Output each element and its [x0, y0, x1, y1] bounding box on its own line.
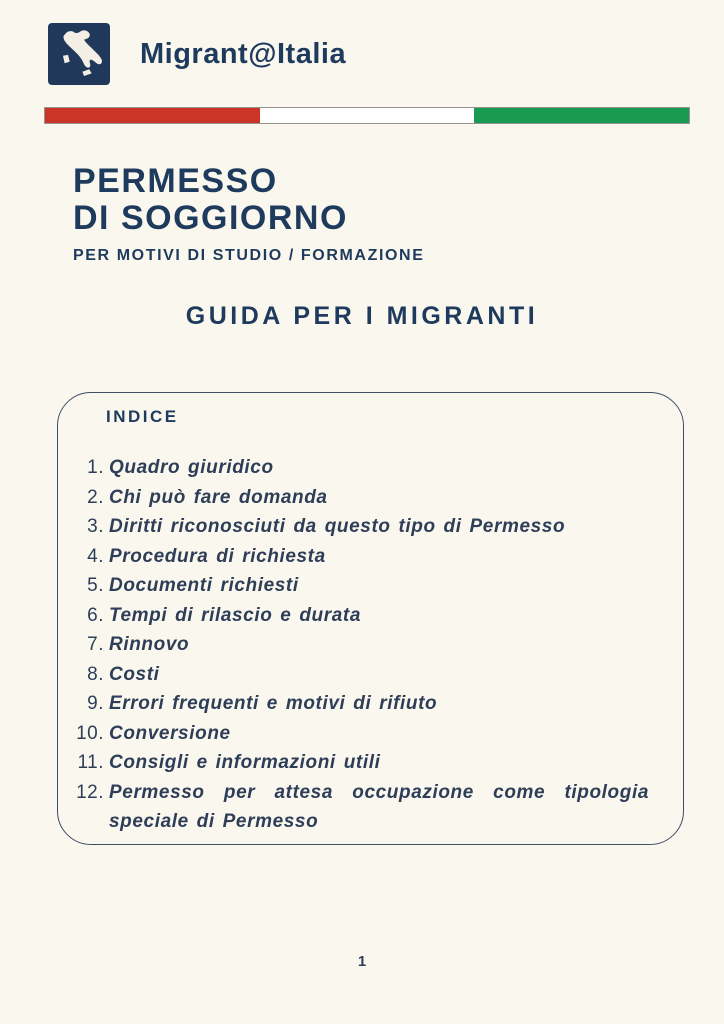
- list-item-number: 4.: [87, 545, 104, 567]
- flag-white-segment: [260, 108, 475, 123]
- index-list: [58, 453, 649, 837]
- guide-heading: GUIDA PER I MIGRANTI: [185, 302, 539, 330]
- flag-green-segment: [474, 108, 689, 123]
- brand-logo: [48, 23, 110, 85]
- list-item-label: Conversione: [109, 722, 231, 744]
- document-subtitle: PER MOTIVI DI STUDIO / FORMAZIONE: [73, 247, 425, 264]
- list-item-number: 5.: [87, 575, 104, 596]
- list-item-number: 11.: [77, 752, 104, 773]
- list-item-label: Quadro giuridico: [109, 457, 274, 478]
- list-item: [58, 748, 649, 778]
- list-item-number: 3.: [87, 516, 104, 537]
- index-title: INDICE: [106, 407, 179, 426]
- list-item: [58, 542, 649, 572]
- list-item-label: Errori frequenti e motivi di rifiuto: [109, 693, 438, 714]
- list-item-number: 10.: [76, 722, 104, 744]
- list-item-label: Consigli e informazioni utili: [109, 752, 381, 773]
- list-item: [58, 483, 649, 513]
- list-item: [58, 660, 649, 690]
- list-item: [58, 571, 649, 601]
- list-item: [58, 778, 649, 837]
- page-number: 1: [357, 953, 367, 970]
- list-item-number: 7.: [87, 634, 104, 655]
- list-item-label: Rinnovo: [109, 634, 190, 655]
- document-title-line1: PERMESSO: [73, 162, 278, 200]
- list-item-number: 2.: [87, 486, 104, 508]
- list-item: [58, 601, 649, 631]
- list-item: [58, 453, 649, 483]
- list-item-label: Documenti richiesti: [109, 575, 299, 596]
- list-item-label: Tempi di rilascio e durata: [109, 604, 362, 626]
- list-item-label: Chi può fare domanda: [109, 486, 328, 508]
- list-item-number: 8.: [87, 663, 104, 685]
- list-item: [58, 689, 649, 719]
- index-box: [57, 392, 684, 845]
- brand-title: Migrant@Italia: [140, 38, 347, 70]
- list-item: [58, 719, 649, 749]
- list-item-label: Diritti riconosciuti da questo tipo di Permesso: [109, 516, 566, 537]
- list-item: [58, 512, 649, 542]
- list-item-number: 9.: [87, 693, 104, 714]
- list-item-label: Procedura di richiesta: [109, 545, 326, 567]
- flag-divider: [44, 107, 690, 124]
- list-item-number: 6.: [87, 604, 104, 626]
- list-item-number: 1.: [87, 457, 104, 478]
- list-item-number: 12.: [76, 781, 104, 803]
- flag-red-segment: [45, 108, 260, 123]
- list-item: [58, 630, 649, 660]
- document-title-line2: DI SOGGIORNO: [73, 199, 348, 237]
- list-item-label: Costi: [109, 663, 160, 685]
- italy-map-icon: [52, 27, 106, 81]
- list-item-label: Permesso per attesa occupazione come tipologia speciale di Permesso: [109, 781, 649, 832]
- document-title-block: [73, 163, 424, 264]
